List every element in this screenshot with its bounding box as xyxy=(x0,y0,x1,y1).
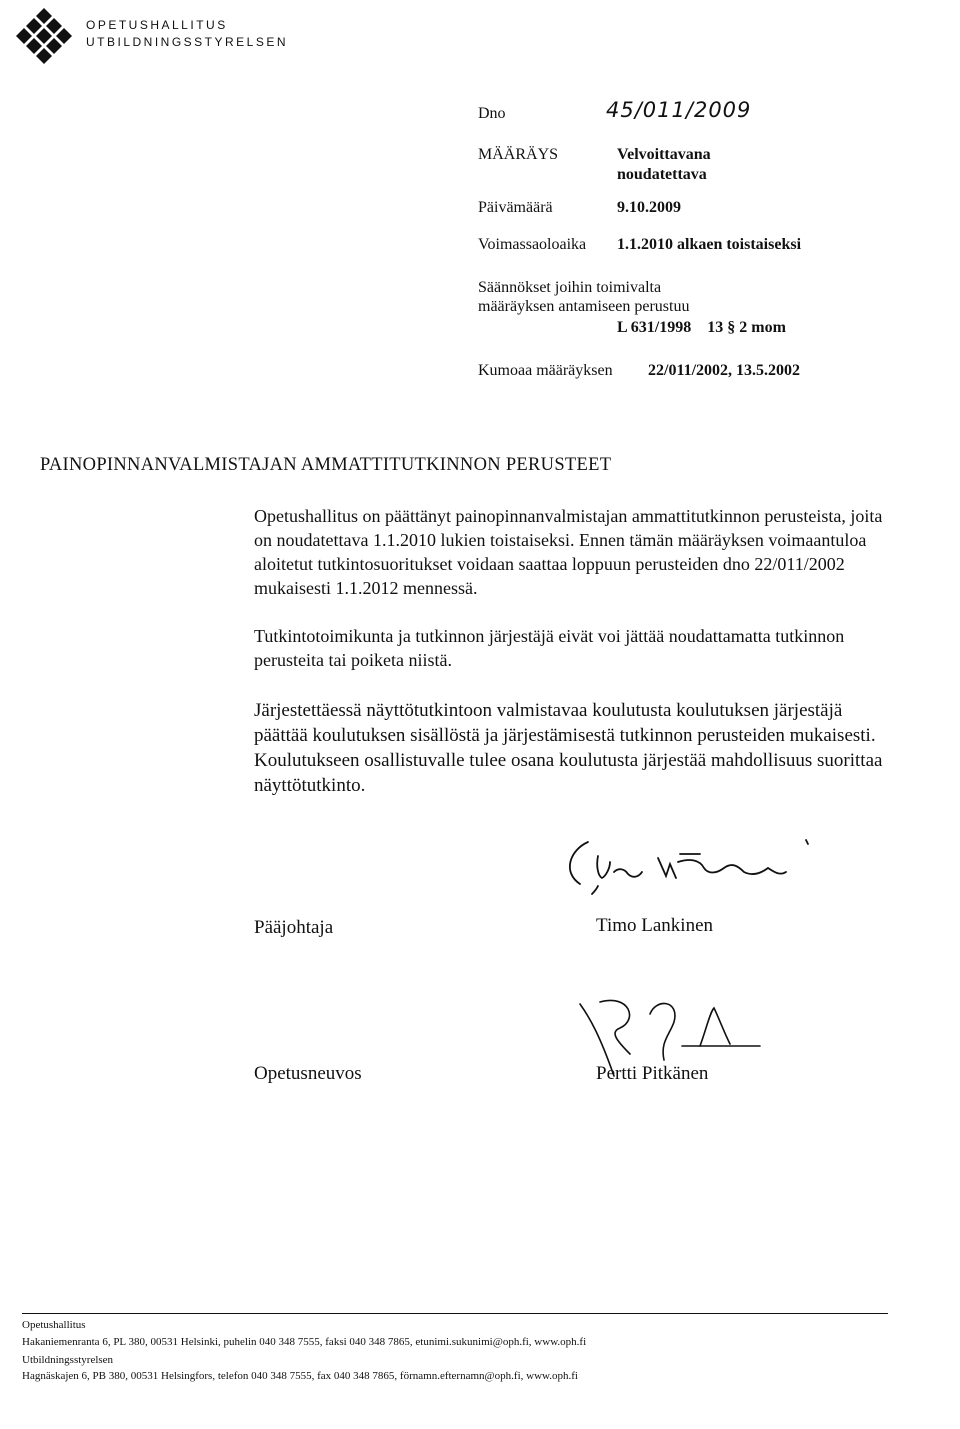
saannokset-line1: Säännökset joihin toimivalta xyxy=(478,279,662,296)
voimassaolo-label: Voimassaoloaika xyxy=(478,236,587,253)
signature-lankinen xyxy=(540,832,820,902)
footer-org-fi: Opetushallitus xyxy=(22,1319,86,1331)
dno-label: Dno xyxy=(478,105,506,122)
paragraph-2: Tutkintotoimikunta ja tutkinnon järjestäjä eivät voi jättää noudattamatta tutkinnon perusteita tai poiketa niistä. xyxy=(254,626,845,670)
signer-2-role: Opetusneuvos xyxy=(254,1063,362,1084)
footer-divider xyxy=(22,1313,888,1314)
signer-1-role: Pääjohtaja xyxy=(254,917,334,938)
maarays-value-line1: Velvoittavana xyxy=(617,146,711,163)
oph-logo-icon xyxy=(8,6,80,66)
maarays-value-line2: noudatettava xyxy=(617,166,707,183)
signer-1-name: Timo Lankinen xyxy=(596,915,713,936)
voimassaolo-value: 1.1.2010 alkaen toistaiseksi xyxy=(617,236,802,253)
kumoaa-label: Kumoaa määräyksen xyxy=(478,362,613,379)
kumoaa-value: 22/011/2002, 13.5.2002 xyxy=(648,362,801,379)
paragraph-1: Opetushallitus on päättänyt painopinnanvalmistajan ammattitutkinnon perusteista, joita on noudatettava 1.1.2010 lukien toistaiseksi. Ennen tämän määräyksen voimaantuloa aloitetut tutkintosuoritukset voidaan saattaa loppuun perusteiden dno 22/011/2002 mukaisesti 1.1.2012 mennessä. xyxy=(254,506,883,598)
org-name-sv: UTBILDNINGSSTYRELSEN xyxy=(86,35,289,49)
org-name-fi: OPETUSHALLITUS xyxy=(86,18,228,32)
footer-org-sv: Utbildningsstyrelsen xyxy=(22,1354,114,1366)
footer-address-fi: Hakaniemenranta 6, PL 380, 00531 Helsinki, puhelin 040 348 7555, faksi 040 348 7865, etunimi.sukunimi@oph.fi, www.oph.fi xyxy=(22,1336,587,1348)
paragraph-3: Järjestettäessä näyttötutkintoon valmistavaa koulutusta koulutuksen järjestäjä päättää koulutuksen sisällöstä ja järjestämisestä tutkinnon perusteiden mukaisesti. Koulutukseen osallistuvalle tulee osana koulutusta järjestää mahdollisuus suorittaa näyttötutkinto. xyxy=(254,700,883,796)
maarays-label: MÄÄRÄYS xyxy=(478,146,559,163)
saannokset-line2: määräyksen antamiseen perustuu xyxy=(478,298,690,315)
paivamaara-value: 9.10.2009 xyxy=(617,199,681,216)
dno-value: 45/011/2009 xyxy=(606,98,752,122)
footer-address-sv: Hagnäskajen 6, PB 380, 00531 Helsingfors, telefon 040 348 7555, fax 040 348 7865, förnamn.efternamn@oph.fi, www.oph.fi xyxy=(22,1370,578,1382)
saannokset-value: L 631/1998 13 § 2 mom xyxy=(617,319,786,336)
paivamaara-label: Päivämäärä xyxy=(478,199,553,216)
document-title: PAINOPINNANVALMISTAJAN AMMATTITUTKINNON PERUSTEET xyxy=(40,455,612,475)
signer-2-name: Pertti Pitkänen xyxy=(596,1063,709,1084)
